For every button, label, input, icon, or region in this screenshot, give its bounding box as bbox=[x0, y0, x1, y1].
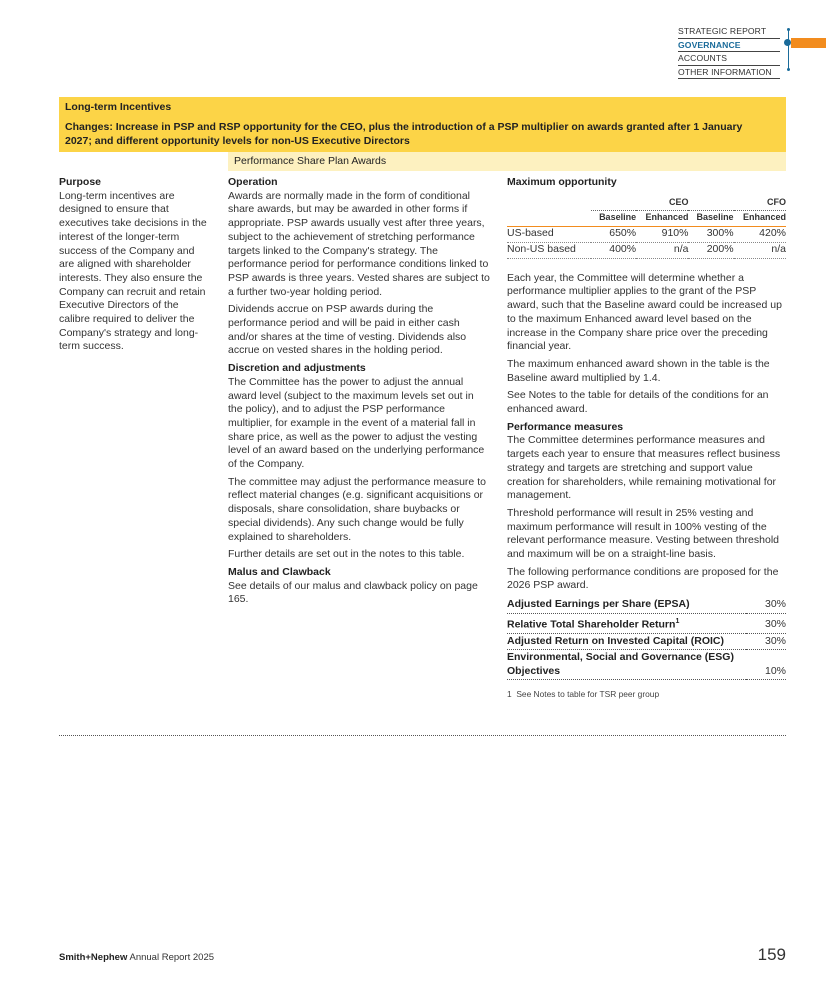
report-name: Annual Report 2025 bbox=[129, 952, 215, 963]
measure-name: Environmental, Social and Governance (ESG) Objectives bbox=[507, 650, 746, 680]
table-cell: n/a bbox=[734, 242, 786, 258]
row-label: Non-US based bbox=[507, 242, 591, 258]
measure-weight: 30% bbox=[746, 633, 786, 650]
malus-paragraph: See details of our malus and clawback policy on page 165. bbox=[228, 579, 478, 606]
measure-name: Relative Total Shareholder Return bbox=[507, 618, 676, 631]
operation-column bbox=[228, 176, 490, 611]
dividends-paragraph: Dividends accrue on PSP awards during the performance period and will be paid in either cash and/or shares at the time of vesting. Dividends also accrue on vested shares in the holding period. bbox=[228, 303, 467, 357]
section-nav bbox=[678, 25, 780, 79]
footnote-text: See Notes to table for TSR peer group bbox=[516, 689, 660, 700]
col-ceo-enhanced: Enhanced bbox=[636, 210, 688, 226]
page-number: 159 bbox=[757, 945, 786, 964]
nav-rail-bottom-cap bbox=[787, 68, 790, 71]
table-row bbox=[507, 242, 786, 258]
measure-weight: 10% bbox=[746, 650, 786, 680]
malus-heading: Malus and Clawback bbox=[228, 565, 331, 578]
group-ceo: CEO bbox=[591, 196, 688, 211]
current-section-dot bbox=[784, 39, 791, 46]
table-cell: 910% bbox=[636, 226, 688, 242]
table-end-rule bbox=[59, 735, 786, 736]
table-cell: 400% bbox=[591, 242, 636, 258]
subsection-banner bbox=[228, 152, 786, 171]
measure-row bbox=[507, 613, 786, 633]
footer-brand bbox=[59, 952, 214, 963]
table-cell: 650% bbox=[591, 226, 636, 242]
opportunity-column bbox=[507, 176, 786, 702]
nav-other-information[interactable]: OTHER INFORMATION bbox=[678, 66, 780, 80]
measure-row bbox=[507, 650, 786, 680]
table-cell: n/a bbox=[636, 242, 688, 258]
operation-heading: Operation bbox=[228, 176, 278, 188]
row-label: US-based bbox=[507, 226, 591, 242]
opportunity-table bbox=[507, 196, 786, 259]
section-title: Long-term Incentives bbox=[65, 101, 172, 113]
performance-measures-table bbox=[507, 597, 786, 680]
col-ceo-baseline: Baseline bbox=[591, 210, 636, 226]
nav-rail bbox=[788, 29, 789, 70]
performance-measures-heading: Performance measures bbox=[507, 420, 624, 433]
nav-strategic-report[interactable]: STRATEGIC REPORT bbox=[678, 25, 780, 39]
footnote-marker: 1 bbox=[507, 689, 512, 700]
col-cfo-enhanced: Enhanced bbox=[734, 210, 786, 226]
table-cell: 420% bbox=[734, 226, 786, 242]
conditions-note-paragraph: See Notes to the table for details of the conditions for an enhanced award. bbox=[507, 389, 769, 416]
further-details-paragraph: Further details are set out in the notes to this table. bbox=[228, 548, 465, 561]
purpose-column bbox=[59, 176, 209, 358]
operation-paragraph: Awards are normally made in the form of conditional share awards, but may be awarded in other forms if appropriate. PSP awards usually vest after three years, subject to the achievement of stretching performance targets linked to the Company's strategy. The performance period for performance conditions linked to PSP awards is three years. Vested shares are subject to a further two-year holding period. bbox=[228, 189, 490, 298]
measure-weight: 30% bbox=[746, 613, 786, 633]
max-opportunity-heading: Maximum opportunity bbox=[507, 176, 617, 188]
vesting-paragraph: Threshold performance will result in 25% vesting and maximum performance will result in 100% vesting of the relevant performance measure. Vesting between threshold and maximum will be on a straight-line basis. bbox=[507, 506, 779, 561]
opportunity-header-row bbox=[507, 210, 786, 226]
discretion-heading: Discretion and adjustments bbox=[228, 362, 366, 375]
nav-governance[interactable]: GOVERNANCE bbox=[678, 39, 780, 53]
footnote bbox=[507, 688, 786, 702]
col-cfo-baseline: Baseline bbox=[688, 210, 733, 226]
section-banner bbox=[59, 97, 786, 152]
measures-paragraph: The Committee determines performance measures and targets each year to ensure that measures reflect business strategy and targets are stretching and support value creation for shareholders, while remaining motivational for management. bbox=[507, 434, 781, 502]
current-section-marker bbox=[791, 38, 826, 48]
measure-row bbox=[507, 633, 786, 650]
nav-accounts[interactable]: ACCOUNTS bbox=[678, 52, 780, 66]
measure-name: Adjusted Return on Invested Capital (ROIC) bbox=[507, 633, 746, 650]
purpose-heading: Purpose bbox=[59, 176, 102, 188]
changes-summary: Changes: Increase in PSP and RSP opportunity for the CEO, plus the introduction of a PSP multiplier on awards granted after 1 January 2027; and different opportunity levels for non-US Executive Directors bbox=[65, 121, 743, 147]
table-row bbox=[507, 226, 786, 242]
proposed-conditions-paragraph: The following performance conditions are proposed for the 2026 PSP award. bbox=[507, 565, 779, 592]
footnote-ref: 1 bbox=[675, 617, 680, 625]
multiplier-paragraph: Each year, the Committee will determine whether a performance multiplier applies to the grant of the PSP award, such that the Baseline award could be increased up to the maximum Enhanced award level based on the increase in the Company share price over the preceding financial year. bbox=[507, 271, 782, 353]
group-cfo: CFO bbox=[688, 196, 786, 211]
adjustment-paragraph: The committee may adjust the performance measure to reflect material changes (e.g. significant acquisitions or disposals, share consolidation, share buybacks or special dividends). Any such change would be fully explained to shareholders. bbox=[228, 475, 486, 543]
measure-row bbox=[507, 597, 786, 613]
measure-name: Adjusted Earnings per Share (EPSA) bbox=[507, 597, 746, 613]
subsection-title: Performance Share Plan Awards bbox=[234, 155, 387, 167]
enhanced-award-paragraph: The maximum enhanced award shown in the table is the Baseline award multiplied by 1.4. bbox=[507, 357, 770, 384]
table-cell: 300% bbox=[688, 226, 733, 242]
nav-rail-top-cap bbox=[787, 28, 790, 31]
opportunity-group-row bbox=[507, 196, 786, 211]
measure-weight: 30% bbox=[746, 597, 786, 613]
brand-name: Smith+Nephew bbox=[59, 952, 128, 963]
discretion-paragraph: The Committee has the power to adjust the annual award level (subject to the maximum levels set out in the policy), and to adjust the PSP performance multiplier, for example in the event of a material fall in share price, as well as the power to adjust the vesting level of an award based on the underlying performance of the Company. bbox=[228, 375, 485, 471]
table-cell: 200% bbox=[688, 242, 733, 258]
purpose-text: Long-term incentives are designed to ensure that executives take decisions in the interest of the longer-term success of the Company and are aligned with shareholder interests. They also ensure the Company can recruit and retain Executive Directors of the calibre required to deliver the Company's strategy and long-term success. bbox=[59, 189, 207, 353]
